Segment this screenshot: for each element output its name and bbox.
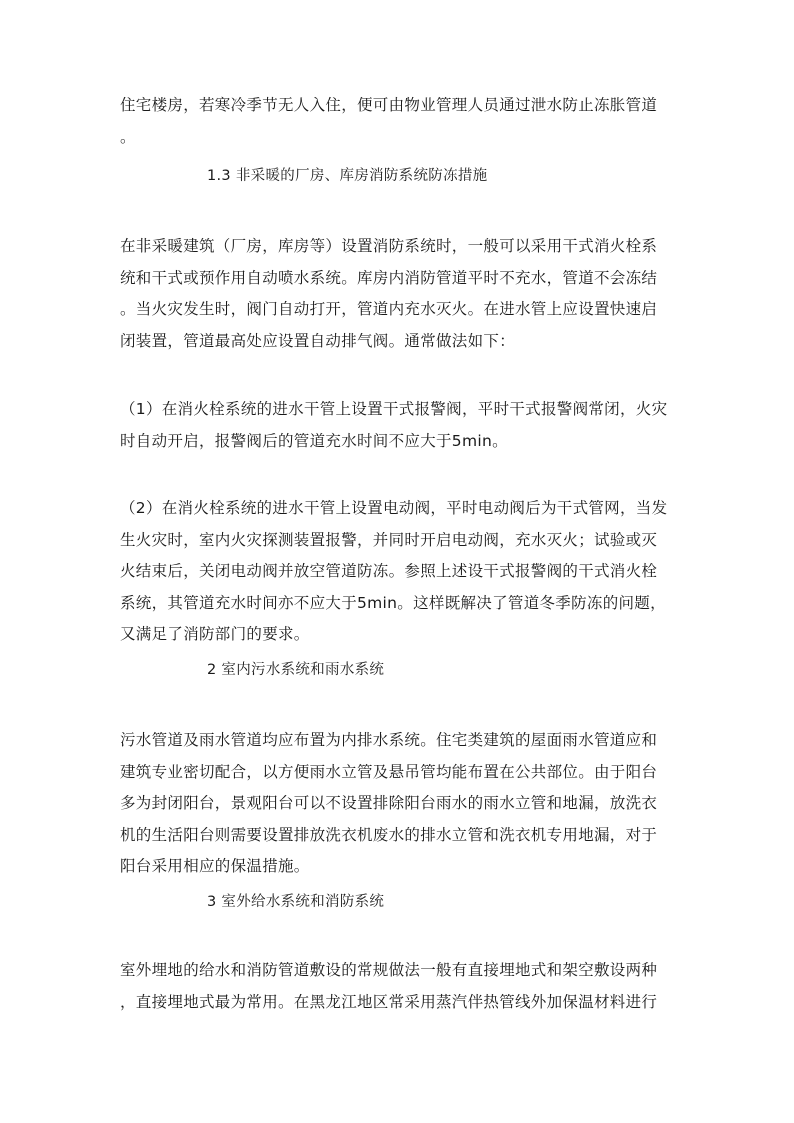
body-text-line: 。 [120, 128, 136, 146]
list-item-line: 生火灾时，室内火灾探测装置报警，并同时开启电动阀，充水灭火；试验或灭 [120, 531, 658, 549]
list-item-line: 系统，其管道充水时间亦不应大于5min。这样既解决了管道冬季防冻的问题， [120, 594, 666, 612]
body-text-line: 污水管道及雨水管道均应布置为内排水系统。住宅类建筑的屋面雨水管道应和 [120, 731, 658, 749]
body-text-line: 闭装置，管道最高处应设置自动排气阀。通常做法如下： [120, 332, 516, 350]
body-text-line: 建筑专业密切配合，以方便雨水立管及悬吊管均能布置在公共部位。由于阳台 [120, 763, 658, 781]
section-heading: 2 室内污水系统和雨水系统 [207, 662, 385, 678]
body-text-line: 在非采暖建筑（厂房，库房等）设置消防系统时，一般可以采用干式消火栓系 [120, 237, 658, 255]
body-text-line: 室外埋地的给水和消防管道敷设的常规做法一般有直接埋地式和架空敷设两种 [120, 961, 658, 979]
list-item-line: 又满足了消防部门的要求。 [120, 625, 310, 643]
list-item-line: （2）在消火栓系统的进水干管上设置电动阀，平时电动阀后为干式管网，当发 [120, 499, 668, 517]
body-text-line: 住宅楼房，若寒冷季节无人入住，便可由物业管理人员通过泄水防止冻胀管道 [120, 96, 658, 114]
body-text-line: 机的生活阳台则需要设置排放洗衣机废水的排水立管和洗衣机专用地漏，对于 [120, 826, 658, 844]
section-heading: 1.3 非采暖的厂房、库房消防系统防冻措施 [207, 168, 488, 184]
body-text-line: 多为封闭阳台，景观阳台可以不设置排除阳台雨水的雨水立管和地漏，放洗衣 [120, 794, 658, 812]
list-item-line: （1）在消火栓系统的进水干管上设置干式报警阀，平时干式报警阀常闭，火灾 [120, 400, 668, 418]
body-text-line: ，直接埋地式最为常用。在黑龙江地区常采用蒸汽伴热管线外加保温材料进行 [120, 993, 658, 1011]
body-text-line: 统和干式或预作用自动喷水系统。库房内消防管道平时不充水，管道不会冻结 [120, 269, 658, 287]
body-text-line: 。当火灾发生时，阀门自动打开，管道内充水灭火。在进水管上应设置快速启 [120, 300, 658, 318]
body-text-line: 阳台采用相应的保温措施。 [120, 857, 310, 875]
list-item-line: 火结束后，关闭电动阀并放空管道防冻。参照上述设干式报警阀的干式消火栓 [120, 562, 658, 580]
list-item-line: 时自动开启，报警阀后的管道充水时间不应大于5min。 [120, 432, 508, 450]
section-heading: 3 室外给水系统和消防系统 [207, 894, 385, 910]
